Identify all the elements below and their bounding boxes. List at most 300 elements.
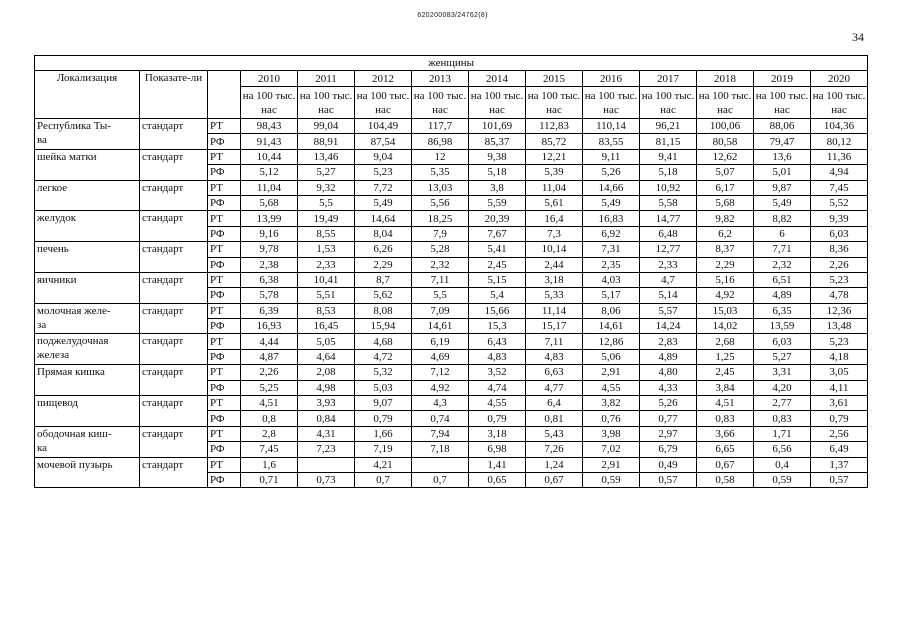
value-cell: 4,3 [412,396,469,411]
value-cell: 7,94 [412,426,469,441]
value-cell: 6,63 [526,365,583,380]
value-cell: 2,26 [241,365,298,380]
value-cell: 3,84 [697,380,754,395]
table-body [35,119,868,488]
value-cell: 11,04 [241,180,298,195]
year-header: 2016 [583,71,640,87]
value-cell: 10,41 [298,272,355,287]
value-cell: 7,67 [469,226,526,241]
value-cell: 16,83 [583,211,640,226]
value-cell: 4,44 [241,334,298,349]
value-cell: 7,45 [241,442,298,457]
indicator-cell: стандарт [140,426,208,457]
table-row [35,396,868,411]
value-cell: 3,98 [583,426,640,441]
value-cell: 5,32 [355,365,412,380]
value-cell: 0,71 [241,472,298,487]
localization-name: желудок [37,212,77,225]
value-cell: 6,49 [811,442,868,457]
value-cell: 19,49 [298,211,355,226]
value-cell: 1,6 [241,457,298,472]
region-cell: РФ [208,380,241,395]
localization-name: Прямая кишка [37,366,105,379]
value-cell: 8,7 [355,272,412,287]
localization-cell [35,149,140,180]
value-cell: 9,41 [640,149,697,164]
region-cell: РТ [208,119,241,134]
value-cell: 4,92 [697,288,754,303]
value-cell: 4,03 [583,272,640,287]
value-cell: 5,07 [697,165,754,180]
region-cell: РФ [208,349,241,364]
value-cell: 6,03 [754,334,811,349]
value-cell: 5,78 [241,288,298,303]
table-row [35,334,868,349]
indicator-cell: стандарт [140,365,208,396]
value-cell: 7,02 [583,442,640,457]
value-cell: 0,83 [697,411,754,426]
value-cell: 5,14 [640,288,697,303]
value-cell: 13,6 [754,149,811,164]
value-cell: 0,84 [298,411,355,426]
value-cell: 13,59 [754,319,811,334]
year-header: 2010 [241,71,298,87]
localization-cell [35,426,140,457]
value-cell: 5,27 [754,349,811,364]
value-cell: 0,79 [355,411,412,426]
value-cell: 2,35 [583,257,640,272]
value-cell: 7,26 [526,442,583,457]
value-cell: 6,43 [469,334,526,349]
value-cell: 18,25 [412,211,469,226]
value-cell: 0,49 [640,457,697,472]
value-cell: 0,73 [298,472,355,487]
value-cell: 4,68 [355,334,412,349]
value-cell: 5,41 [469,242,526,257]
indicator-cell: стандарт [140,242,208,273]
value-cell: 5,56 [412,195,469,210]
value-cell: 5,16 [697,272,754,287]
value-cell: 15,66 [469,303,526,318]
group-header: женщины [35,56,868,71]
region-cell: РФ [208,472,241,487]
value-cell: 5,17 [583,288,640,303]
unit-header: на 100 тыс. нас [526,87,583,119]
region-cell: РТ [208,365,241,380]
region-cell: РФ [208,319,241,334]
localization-name: молочная желе- [37,304,111,317]
unit-header: на 100 тыс. нас [697,87,754,119]
value-cell: 6,48 [640,226,697,241]
value-cell: 80,12 [811,134,868,149]
value-cell: 15,17 [526,319,583,334]
value-cell: 5,18 [469,165,526,180]
indicator-header: Показате-ли [140,71,208,119]
value-cell: 0,67 [526,472,583,487]
value-cell: 98,43 [241,119,298,134]
table-row [35,426,868,441]
value-cell: 5,25 [241,380,298,395]
value-cell: 5,33 [526,288,583,303]
table-row [35,180,868,195]
value-cell: 16,93 [241,319,298,334]
localization-cell [35,365,140,396]
value-cell: 5,58 [640,195,697,210]
localization-cell [35,211,140,242]
value-cell: 5,05 [298,334,355,349]
value-cell: 2,33 [640,257,697,272]
region-header [208,71,241,119]
value-cell: 5,68 [697,195,754,210]
value-cell: 12,36 [811,303,868,318]
table-row [35,303,868,318]
year-header: 2017 [640,71,697,87]
value-cell: 0,7 [355,472,412,487]
value-cell: 2,56 [811,426,868,441]
value-cell: 5,23 [355,165,412,180]
value-cell: 0,4 [754,457,811,472]
value-cell: 4,78 [811,288,868,303]
year-header: 2020 [811,71,868,87]
value-cell: 6,98 [469,442,526,457]
region-cell: РФ [208,226,241,241]
localization-name: ободочная киш- [37,427,112,440]
localization-name: поджелудочная [37,335,109,348]
value-cell: 5,49 [583,195,640,210]
value-cell: 11,36 [811,149,868,164]
value-cell: 3,61 [811,396,868,411]
value-cell: 2,44 [526,257,583,272]
region-cell: РТ [208,211,241,226]
value-cell: 7,72 [355,180,412,195]
localization-name: шейка матки [37,150,97,163]
value-cell: 7,09 [412,303,469,318]
localization-cell [35,242,140,273]
value-cell: 81,15 [640,134,697,149]
year-header: 2011 [298,71,355,87]
value-cell: 5,26 [583,165,640,180]
value-cell: 4,94 [811,165,868,180]
value-cell: 6,79 [640,442,697,457]
localization-cell [35,180,140,211]
value-cell: 112,83 [526,119,583,134]
year-header: 2014 [469,71,526,87]
value-cell: 2,29 [697,257,754,272]
region-cell: РТ [208,180,241,195]
region-cell: РТ [208,426,241,441]
value-cell: 5,51 [298,288,355,303]
value-cell: 6,56 [754,442,811,457]
value-cell: 6,51 [754,272,811,287]
value-cell: 3,18 [526,272,583,287]
value-cell: 10,92 [640,180,697,195]
value-cell: 2,97 [640,426,697,441]
value-cell: 2,45 [469,257,526,272]
year-header: 2018 [697,71,754,87]
value-cell: 4,98 [298,380,355,395]
table-row [35,119,868,134]
indicator-cell: стандарт [140,303,208,334]
value-cell: 13,99 [241,211,298,226]
localization-name: пищевод [37,397,79,410]
value-cell: 88,91 [298,134,355,149]
value-cell: 12,62 [697,149,754,164]
value-cell: 9,82 [697,211,754,226]
value-cell: 2,29 [355,257,412,272]
value-cell: 5,15 [469,272,526,287]
value-cell: 7,71 [754,242,811,257]
value-cell: 2,32 [412,257,469,272]
value-cell: 4,18 [811,349,868,364]
value-cell: 13,48 [811,319,868,334]
value-cell: 0,7 [412,472,469,487]
value-cell: 6,26 [355,242,412,257]
value-cell: 6,38 [241,272,298,287]
value-cell: 16,4 [526,211,583,226]
value-cell: 5,4 [469,288,526,303]
unit-header: на 100 тыс. нас [811,87,868,119]
table-row [35,272,868,287]
value-cell: 3,31 [754,365,811,380]
value-cell: 7,11 [526,334,583,349]
value-cell: 80,58 [697,134,754,149]
value-cell: 4,11 [811,380,868,395]
value-cell: 1,41 [469,457,526,472]
value-cell: 11,04 [526,180,583,195]
value-cell: 3,18 [469,426,526,441]
value-cell: 14,61 [583,319,640,334]
value-cell: 3,66 [697,426,754,441]
value-cell: 10,14 [526,242,583,257]
value-cell: 4,55 [469,396,526,411]
region-cell: РФ [208,134,241,149]
value-cell: 4,7 [640,272,697,287]
value-cell: 5,61 [526,195,583,210]
value-cell: 14,77 [640,211,697,226]
value-cell: 5,57 [640,303,697,318]
region-cell: РТ [208,303,241,318]
localization-cell [35,119,140,150]
value-cell: 8,06 [583,303,640,318]
value-cell: 4,33 [640,380,697,395]
value-cell: 9,07 [355,396,412,411]
value-cell: 4,74 [469,380,526,395]
indicator-cell: стандарт [140,211,208,242]
value-cell: 2,8 [241,426,298,441]
table-row [35,365,868,380]
value-cell: 2,91 [583,457,640,472]
value-cell: 5,23 [811,334,868,349]
value-cell: 5,01 [754,165,811,180]
value-cell: 117,7 [412,119,469,134]
value-cell: 1,24 [526,457,583,472]
value-cell: 8,08 [355,303,412,318]
value-cell: 3,8 [469,180,526,195]
value-cell: 4,77 [526,380,583,395]
value-cell: 2,45 [697,365,754,380]
value-cell: 6,03 [811,226,868,241]
value-cell: 87,54 [355,134,412,149]
value-cell: 0,79 [811,411,868,426]
region-cell: РТ [208,396,241,411]
unit-header: на 100 тыс. нас [298,87,355,119]
localization-cell [35,272,140,303]
value-cell: 5,03 [355,380,412,395]
value-cell: 3,82 [583,396,640,411]
value-cell: 6,39 [241,303,298,318]
unit-header: на 100 тыс. нас [469,87,526,119]
value-cell: 3,93 [298,396,355,411]
value-cell: 9,16 [241,226,298,241]
value-cell: 4,51 [241,396,298,411]
value-cell: 2,68 [697,334,754,349]
value-cell: 4,55 [583,380,640,395]
value-cell: 110,14 [583,119,640,134]
value-cell: 7,45 [811,180,868,195]
value-cell: 5,5 [412,288,469,303]
value-cell: 6,4 [526,396,583,411]
value-cell: 2,77 [754,396,811,411]
localization-name: ка [37,441,48,454]
value-cell: 5,62 [355,288,412,303]
value-cell: 4,51 [697,396,754,411]
value-cell: 12 [412,149,469,164]
value-cell: 79,47 [754,134,811,149]
value-cell: 20,39 [469,211,526,226]
indicator-cell: стандарт [140,457,208,488]
value-cell: 10,44 [241,149,298,164]
value-cell: 0,81 [526,411,583,426]
value-cell: 0,57 [640,472,697,487]
region-cell: РТ [208,242,241,257]
value-cell: 9,32 [298,180,355,195]
localization-cell [35,457,140,488]
value-cell: 5,49 [754,195,811,210]
unit-header: на 100 тыс. нас [583,87,640,119]
value-cell: 91,43 [241,134,298,149]
year-header: 2012 [355,71,412,87]
value-cell: 4,87 [241,349,298,364]
value-cell: 0,8 [241,411,298,426]
indicator-cell: стандарт [140,180,208,211]
value-cell: 14,24 [640,319,697,334]
value-cell: 1,66 [355,426,412,441]
value-cell: 0,65 [469,472,526,487]
value-cell: 7,23 [298,442,355,457]
localization-header: Локализация [35,71,140,119]
localization-name: печень [37,243,69,256]
value-cell: 2,91 [583,365,640,380]
value-cell: 4,89 [640,349,697,364]
value-cell: 5,35 [412,165,469,180]
value-cell: 6,35 [754,303,811,318]
value-cell [298,457,355,472]
value-cell: 5,5 [298,195,355,210]
value-cell: 1,25 [697,349,754,364]
value-cell: 5,52 [811,195,868,210]
value-cell: 5,68 [241,195,298,210]
localization-cell [35,334,140,365]
value-cell: 2,38 [241,257,298,272]
value-cell: 85,72 [526,134,583,149]
value-cell: 0,77 [640,411,697,426]
value-cell: 15,94 [355,319,412,334]
region-cell: РФ [208,165,241,180]
value-cell: 6,65 [697,442,754,457]
value-cell: 1,53 [298,242,355,257]
table-row [35,149,868,164]
value-cell: 85,37 [469,134,526,149]
indicator-cell: стандарт [140,334,208,365]
value-cell: 96,21 [640,119,697,134]
region-cell: РТ [208,334,241,349]
localization-name: легкое [37,181,68,194]
region-cell: РТ [208,272,241,287]
year-header: 2019 [754,71,811,87]
value-cell: 88,06 [754,119,811,134]
value-cell: 4,69 [412,349,469,364]
value-cell: 6,17 [697,180,754,195]
value-cell: 5,26 [640,396,697,411]
value-cell: 5,12 [241,165,298,180]
value-cell: 15,03 [697,303,754,318]
value-cell: 8,37 [697,242,754,257]
value-cell: 6,92 [583,226,640,241]
table-header [35,56,868,119]
value-cell: 7,12 [412,365,469,380]
value-cell: 4,72 [355,349,412,364]
value-cell: 4,20 [754,380,811,395]
value-cell: 3,05 [811,365,868,380]
region-cell: РТ [208,149,241,164]
localization-name: яичники [37,273,77,286]
localization-cell [35,396,140,427]
region-cell: РФ [208,257,241,272]
value-cell: 5,18 [640,165,697,180]
value-cell: 4,80 [640,365,697,380]
value-cell: 9,78 [241,242,298,257]
value-cell: 4,83 [526,349,583,364]
value-cell: 12,21 [526,149,583,164]
value-cell: 5,28 [412,242,469,257]
indicator-cell: стандарт [140,119,208,150]
value-cell: 0,74 [412,411,469,426]
unit-header: на 100 тыс. нас [355,87,412,119]
value-cell: 5,43 [526,426,583,441]
value-cell: 0,83 [754,411,811,426]
value-cell: 4,31 [298,426,355,441]
value-cell: 9,11 [583,149,640,164]
value-cell: 0,57 [811,472,868,487]
value-cell: 0,76 [583,411,640,426]
localization-name: мочевой пузырь [37,458,113,471]
year-header: 2013 [412,71,469,87]
value-cell: 14,02 [697,319,754,334]
region-cell: РФ [208,411,241,426]
value-cell: 6 [754,226,811,241]
unit-header: на 100 тыс. нас [241,87,298,119]
value-cell: 4,89 [754,288,811,303]
value-cell: 83,55 [583,134,640,149]
value-cell: 0,59 [583,472,640,487]
value-cell: 5,23 [811,272,868,287]
localization-name: за [37,318,47,331]
value-cell: 16,45 [298,319,355,334]
value-cell: 1,37 [811,457,868,472]
value-cell: 3,52 [469,365,526,380]
table-row [35,457,868,472]
localization-name: Республика Ты- [37,120,111,132]
